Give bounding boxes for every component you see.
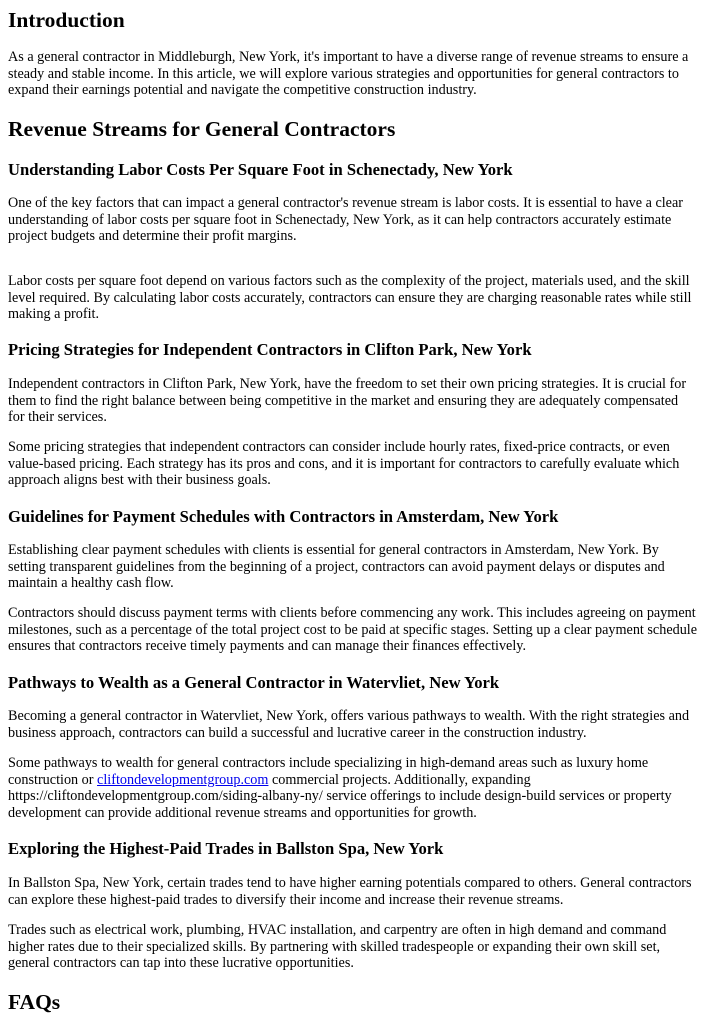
text-line: can explore these highest-paid trades to diversify their income and increase their revenue streams. [8,891,564,908]
wealth-heading: Pathways to Wealth as a General Contractor in Watervliet, New York [8,673,500,692]
text-line: Some pricing strategies that independent contractors can consider include hourly rates, fixed-price contracts, or even [8,439,670,455]
labor-paragraph-1 [8,195,720,245]
intro-heading: Introduction [8,8,125,32]
text-line: steady and stable income. In this article, we will explore various strategies and opportunities for general contractors to [8,65,679,82]
text-line: Trades such as electrical work, plumbing, HVAC installation, and carpentry are often in high demand and command [8,922,667,938]
text-line: business approach, contractors can build a successful and lucrative career in the construction industry. [8,724,587,741]
text-line: for their services. [8,409,107,425]
text-fragment: construction or [8,771,98,788]
payment-paragraph-1 [8,542,720,592]
text-fragment: commercial projects. Additionally, expanding [268,771,531,788]
text-line: expand their earnings potential and navigate the competitive construction industry. [8,82,477,98]
text-line: https://cliftondevelopmentgroup.com/siding-albany-ny/ service offerings to include design-build services or property [8,788,672,804]
payment-paragraph-2 [8,605,720,655]
trades-paragraph-2 [8,922,720,972]
trades-paragraph-1 [8,875,720,908]
text-line: making a profit. [8,306,100,322]
clifton-development-link[interactable]: cliftondevelopmentgroup.com [97,771,269,788]
text-line: One of the key factors that can impact a general contractor's revenue stream is labor costs. It is essential to have a clear [8,195,684,211]
intro-paragraph [8,49,720,99]
text-line: Some pathways to wealth for general contractors include specializing in high-demand areas such as luxury home [8,755,649,771]
revenue-heading: Revenue Streams for General Contractors [8,117,396,141]
text-line: them to find the right balance between being competitive in the market and ensuring they are adequately compensated [8,392,679,409]
text-line: Becoming a general contractor in Watervliet, New York, offers various pathways to wealth. With the right strategies and [8,708,690,724]
pricing-heading: Pricing Strategies for Independent Contractors in Clifton Park, New York [8,340,532,359]
text-line: project budgets and determine their profit margins. [8,228,297,244]
text-line: Labor costs per square foot depend on various factors such as the complexity of the project, materials used, and the skill [8,273,690,289]
wealth-paragraph-2 [8,755,720,821]
text-line: In Ballston Spa, New York, certain trades tend to have higher earning potentials compared to others. General contractors [8,875,692,891]
payment-heading: Guidelines for Payment Schedules with Contractors in Amsterdam, New York [8,507,559,526]
text-line: understanding of labor costs per square foot in Schenectady, New York, as it can help contractors accurately estimate [8,211,672,228]
text-line: value-based pricing. Each strategy has its pros and cons, and it is important for contractors to carefully evaluate which [8,455,680,472]
text-line: milestones, such as a percentage of the total project cost to be paid at specific stages. Setting up a clear payment schedule [8,621,698,638]
text-line: Contractors should discuss payment terms with clients before commencing any work. This includes agreeing on payment [8,605,696,621]
text-line: general contractors can tap into these lucrative opportunities. [8,955,354,971]
wealth-paragraph-1 [8,708,720,741]
text-line: Independent contractors in Clifton Park, New York, have the freedom to set their own pricing strategies. It is crucial for [8,376,687,392]
text-line: Establishing clear payment schedules with clients is essential for general contractors in Amsterdam, New York. By [8,542,659,558]
labor-paragraph-2 [8,273,720,323]
faq-heading: FAQs [8,990,61,1014]
text-line: higher rates due to their specialized skills. By partnering with skilled tradespeople or expanding their own skill set, [8,938,661,955]
text-line: setting transparent guidelines from the beginning of a project, contractors can avoid payment delays or disputes and [8,558,665,575]
text-line: development can provide additional revenue streams and opportunities for growth. [8,804,477,821]
pricing-paragraph-2 [8,439,720,489]
trades-heading: Exploring the Highest-Paid Trades in Ballston Spa, New York [8,839,444,858]
text-line: maintain a healthy cash flow. [8,575,174,591]
text-line: ensures that contractors receive timely payments and can manage their finances effectively. [8,638,527,654]
text-line: As a general contractor in Middleburgh, New York, it's important to have a diverse range of revenue streams to ensure a [8,49,689,65]
text-line [8,772,531,788]
pricing-paragraph-1 [8,376,720,426]
text-line: level required. By calculating labor costs accurately, contractors can ensure they are charging reasonable rates while still [8,289,692,306]
text-line: approach aligns best with their business goals. [8,472,271,488]
labor-heading: Understanding Labor Costs Per Square Foot in Schenectady, New York [8,160,513,179]
